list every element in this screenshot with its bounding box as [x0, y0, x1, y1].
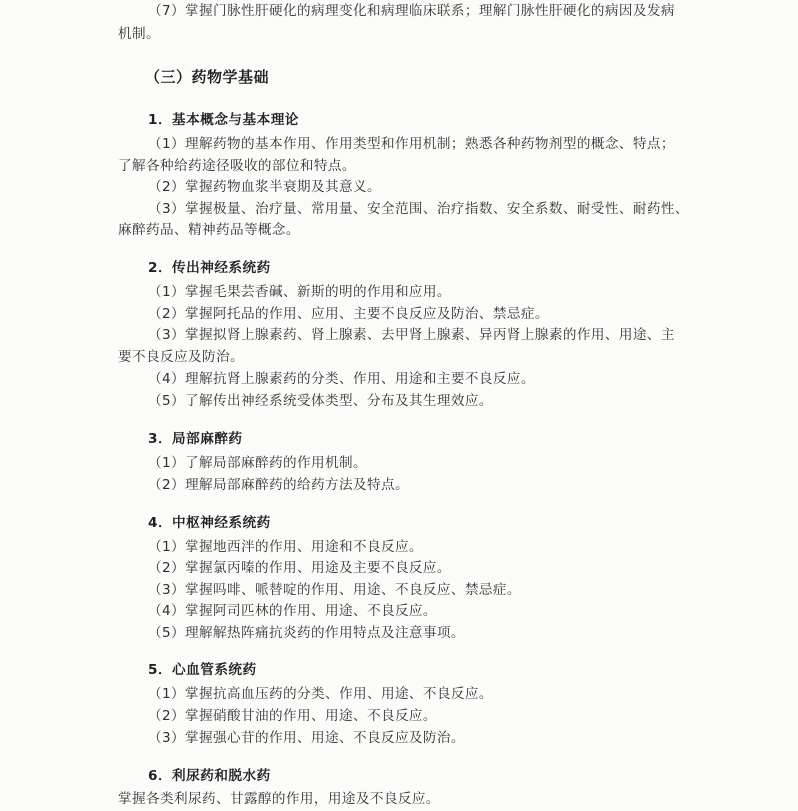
topic-line: （3）掌握吗啡、哌替啶的作用、用途、不良反应、禁忌症。	[148, 582, 521, 598]
topic-heading: 2．传出神经系统药	[148, 260, 271, 276]
topic-line: （3）掌握极量、治疗量、常用量、安全范围、治疗指数、安全系数、耐受性、耐药性、	[148, 201, 689, 217]
section-title: （三）药物学基础	[145, 68, 270, 86]
topic-line: （2）掌握阿托品的作用、应用、主要不良反应及防治、禁忌症。	[148, 306, 549, 322]
topic-line: （2）掌握氯丙嗪的作用、用途及主要不良反应。	[148, 560, 451, 576]
topic-line: （4）理解抗肾上腺素药的分类、作用、用途和主要不良反应。	[148, 371, 535, 387]
topic-line: （3）掌握拟肾上腺素药、肾上腺素、去甲肾上腺素、异丙肾上腺素的作用、用途、主	[148, 327, 675, 343]
topic-heading: 1．基本概念与基本理论	[148, 112, 299, 128]
topic-line: （1）掌握地西泮的作用、用途和不良反应。	[148, 539, 423, 555]
topic-line: （5）了解传出神经系统受体类型、分布及其生理效应。	[148, 393, 493, 409]
topic-line: （1）了解局部麻醉药的作用机制。	[148, 455, 367, 471]
topic-line: 掌握各类利尿药、甘露醇的作用，用途及不良反应。	[118, 791, 440, 807]
topic-heading: 3．局部麻醉药	[148, 431, 243, 447]
topic-line: （2）理解局部麻醉药的给药方法及特点。	[148, 477, 409, 493]
topic-line: 麻醉药品、精神药品等概念。	[118, 222, 300, 238]
topic-line: （1）掌握抗高血压药的分类、作用、用途、不良反应。	[148, 686, 493, 702]
topic-line: （2）掌握硝酸甘油的作用、用途、不良反应。	[148, 708, 437, 724]
topic-heading: 5．心血管系统药	[148, 662, 257, 678]
prev-item-line: 机制。	[118, 26, 160, 42]
topic-heading: 4．中枢神经系统药	[148, 515, 271, 531]
topic-line: 了解各种给药途径吸收的部位和特点。	[118, 158, 356, 174]
topic-line: 要不良反应及防治。	[118, 349, 244, 365]
prev-item-line: （7）掌握门脉性肝硬化的病理变化和病理临床联系；理解门脉性肝硬化的病因及发病	[148, 3, 675, 19]
topic-line: （1）理解药物的基本作用、作用类型和作用机制；熟悉各种药物剂型的概念、特点；	[148, 136, 675, 152]
topic-line: （3）掌握强心苷的作用、用途、不良反应及防治。	[148, 730, 465, 746]
topic-line: （5）理解解热阵痛抗炎药的作用特点及注意事项。	[148, 625, 465, 641]
topic-line: （4）掌握阿司匹林的作用、用途、不良反应。	[148, 603, 437, 619]
topic-line: （1）掌握毛果芸香碱、新斯的明的作用和应用。	[148, 284, 451, 300]
topic-line: （2）掌握药物血浆半衰期及其意义。	[148, 179, 381, 195]
topic-heading: 6．利尿药和脱水药	[148, 768, 271, 784]
